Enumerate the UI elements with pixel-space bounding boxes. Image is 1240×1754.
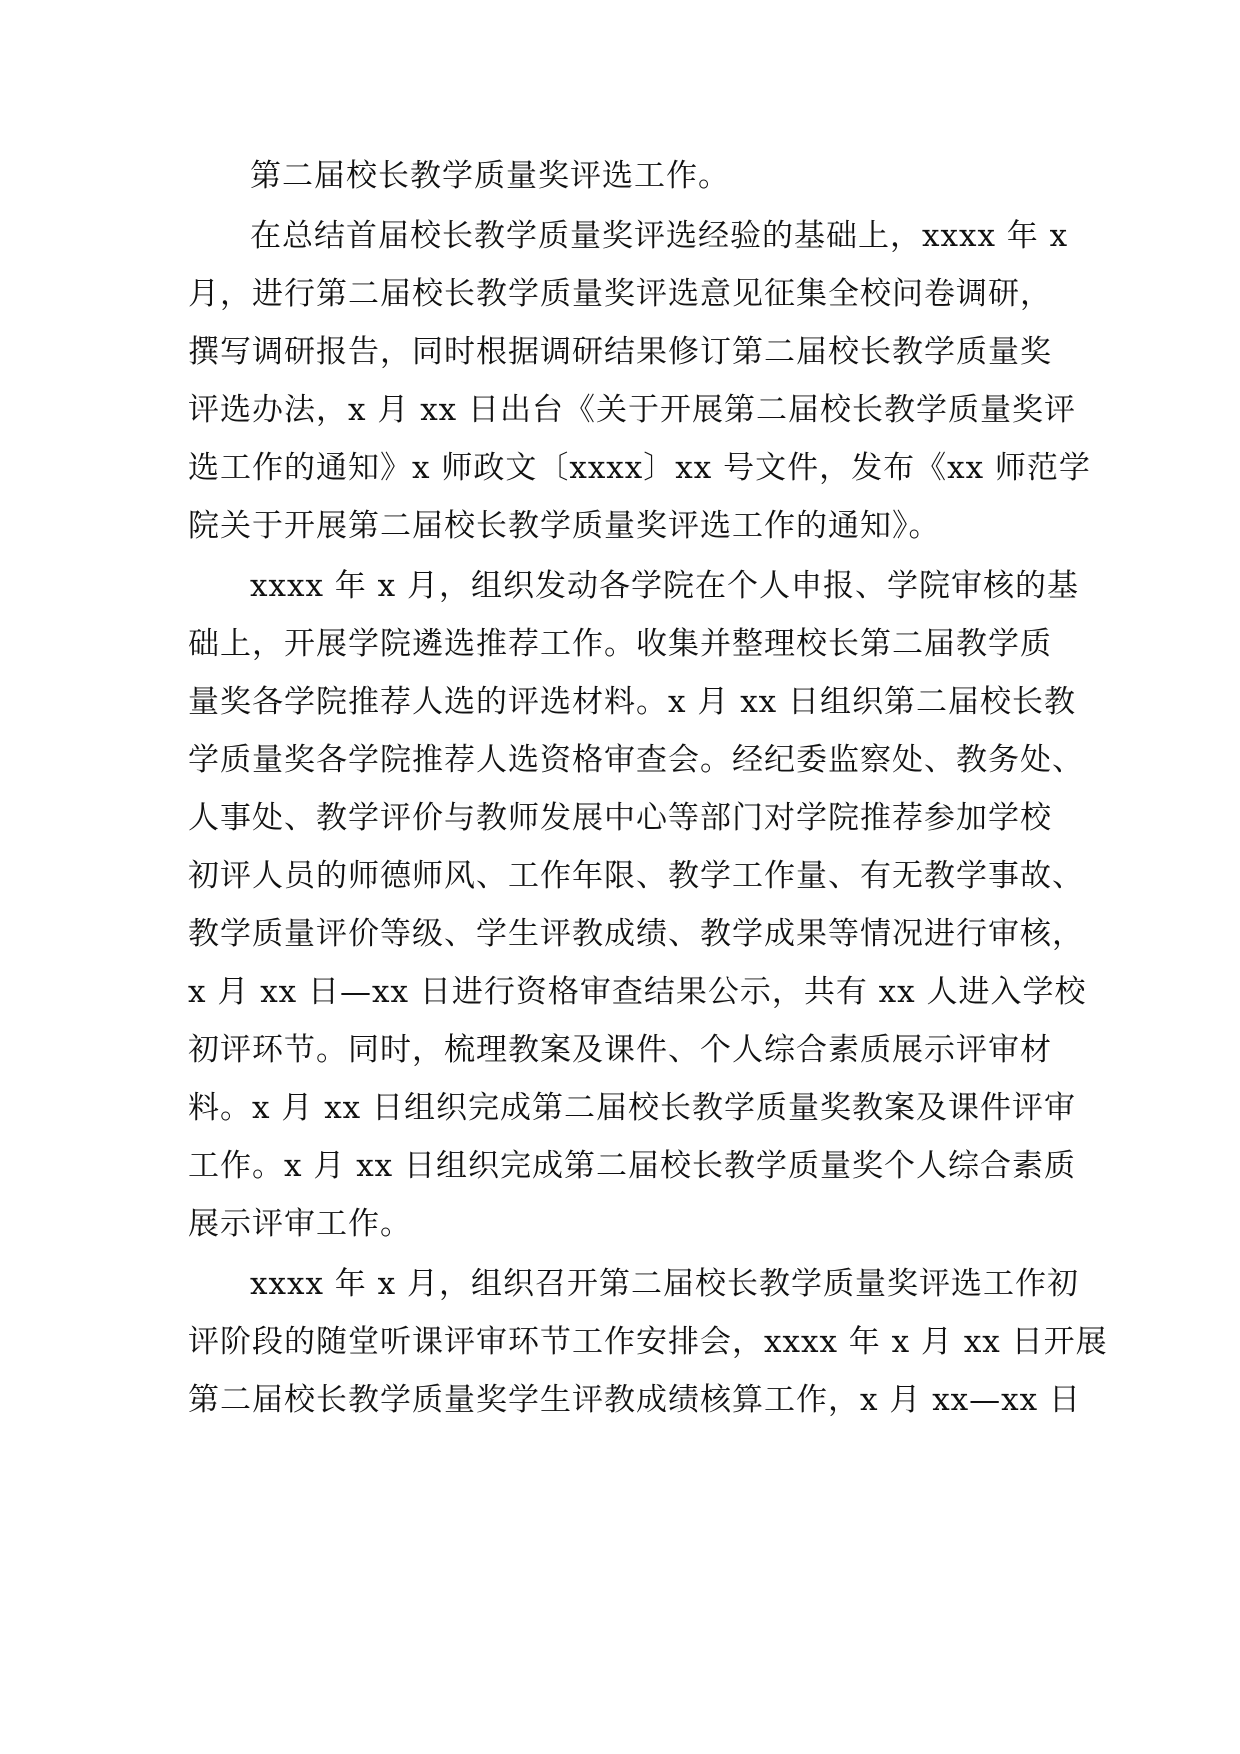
- text-line: 评选办法，x 月 xx 日出台《关于开展第二届校长教学质量奖评: [188, 392, 1077, 428]
- text-line: 撰写调研报告，同时根据调研结果修订第二届校长教学质量奖: [188, 334, 1052, 370]
- text-line: 初评人员的师德师风、工作年限、教学工作量、有无教学事故、: [188, 858, 1084, 894]
- text-line: 人事处、教学评价与教师发展中心等部门对学院推荐参加学校: [188, 800, 1052, 836]
- text-line: 选工作的通知》x 师政文〔xxxx〕xx 号文件，发布《xx 师范学: [188, 450, 1091, 486]
- text-line: 月，进行第二届校长教学质量奖评选意见征集全校问卷调研，: [188, 276, 1052, 312]
- text-line: 第二届校长教学质量奖学生评教成绩核算工作，x 月 xx—xx 日: [188, 1382, 1081, 1418]
- text-line: 初评环节。同时，梳理教案及课件、个人综合素质展示评审材: [188, 1032, 1052, 1068]
- text-line: 第二届校长教学质量奖评选工作。: [250, 158, 730, 194]
- text-line: x 月 xx 日—xx 日进行资格审查结果公示，共有 xx 人进入学校: [188, 974, 1087, 1010]
- text-line: 在总结首届校长教学质量奖评选经验的基础上，xxxx 年 x: [250, 218, 1069, 254]
- text-line: 院关于开展第二届校长教学质量奖评选工作的通知》。: [188, 508, 941, 544]
- text-line: 学质量奖各学院推荐人选资格审查会。经纪委监察处、教务处、: [188, 742, 1084, 778]
- text-line: xxxx 年 x 月，组织发动各学院在个人申报、学院审核的基: [250, 568, 1079, 604]
- text-line: 础上，开展学院遴选推荐工作。收集并整理校长第二届教学质: [188, 626, 1052, 662]
- text-line: xxxx 年 x 月，组织召开第二届校长教学质量奖评选工作初: [250, 1266, 1079, 1302]
- text-line: 工作。x 月 xx 日组织完成第二届校长教学质量奖个人综合素质: [188, 1148, 1077, 1184]
- text-line: 料。x 月 xx 日组织完成第二届校长教学质量奖教案及课件评审: [188, 1090, 1077, 1126]
- text-line: 量奖各学院推荐人选的评选材料。x 月 xx 日组织第二届校长教: [188, 684, 1077, 720]
- text-line: 教学质量评价等级、学生评教成绩、教学成果等情况进行审核，: [188, 916, 1084, 952]
- text-line: 评阶段的随堂听课评审环节工作安排会，xxxx 年 x 月 xx 日开展: [188, 1324, 1108, 1360]
- text-line: 展示评审工作。: [188, 1206, 412, 1242]
